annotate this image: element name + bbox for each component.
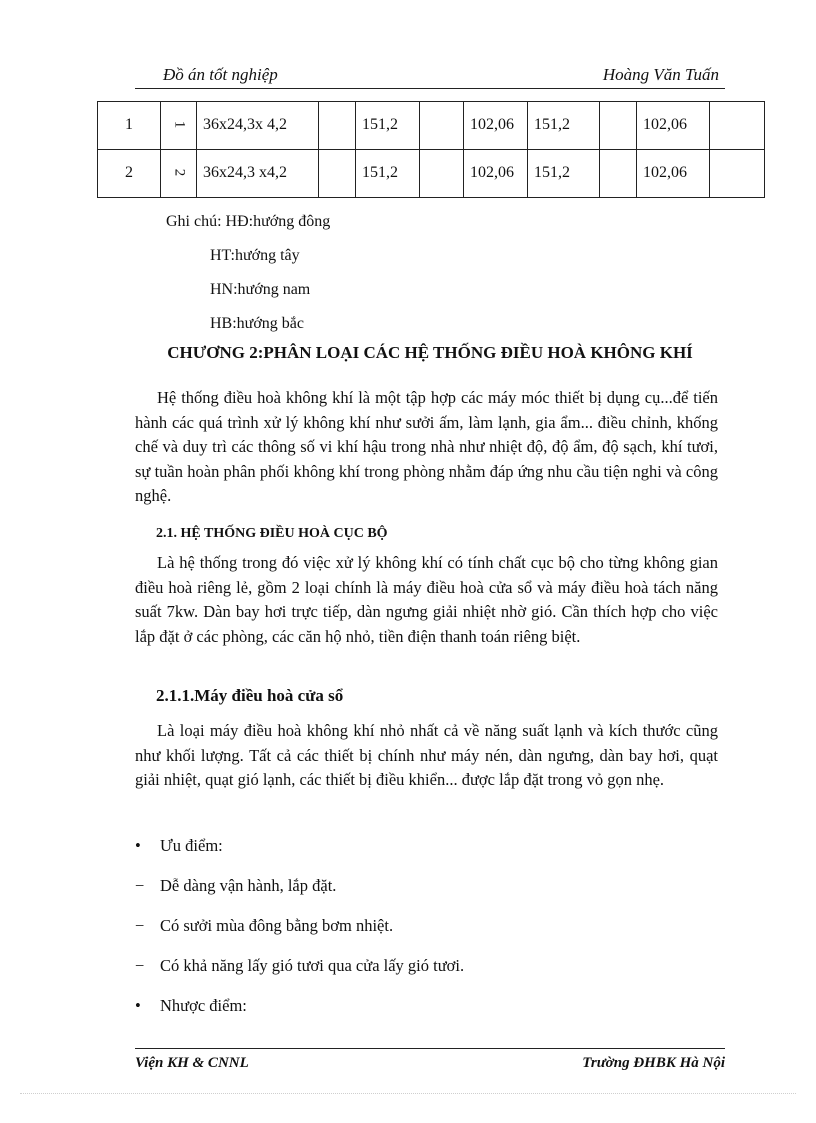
table-notes — [166, 205, 330, 341]
footer-left: Viện KH & CNNL — [135, 1055, 249, 1071]
subsection-heading: 2.1.1.Máy điều hoà cửa sổ — [156, 686, 344, 705]
table-cell: 151,2 — [528, 102, 600, 150]
table-row — [98, 102, 765, 150]
table-cell — [420, 150, 464, 198]
table-cell: 102,06 — [464, 150, 528, 198]
note-line: Ghi chú: HĐ:hướng đông — [166, 213, 331, 230]
table-cell: 1 — [161, 102, 197, 150]
header-left: Đồ án tốt nghiệp — [163, 65, 278, 84]
table-cell: 151,2 — [528, 150, 600, 198]
dash-icon: − — [135, 956, 145, 975]
note-line: HB:hướng bắc — [210, 315, 305, 332]
note-line: HT:hướng tây — [210, 247, 300, 264]
bullet-icon: • — [135, 836, 141, 855]
paragraph-window-ac: Là loại máy điều hoà không khí nhỏ nhất cả về năng suất lạnh và kích thước cũng như khối lượng. Tất cả các thiết bị chính như máy nén, dàn ngưng, dàn bay hơi, quạt giải nhiệt, quạt gió lạnh, các thiết bị điều khiển... được lắp đặt trong vỏ gọn nhẹ. — [135, 721, 718, 789]
table-cell — [420, 102, 464, 150]
table-cell — [319, 102, 356, 150]
header-right: Hoàng Văn Tuấn — [602, 65, 719, 84]
table-cell: 102,06 — [464, 102, 528, 150]
table-cell: 36x24,3x 4,2 — [197, 102, 319, 150]
table-cell — [600, 150, 637, 198]
paragraph-intro: Hệ thống điều hoà không khí là một tập hợp các máy móc thiết bị dụng cụ...để tiến hành các quá trình xử lý không khí như sưởi ấm, làm lạnh, gia ẩm... điều chỉnh, khống chế và duy trì các thông số vi khí hậu trong nhà như nhiệt độ, độ ẩm, độ sạch, khí tươi, sự tuần hoàn phân phối không khí trong phòng nhằm đáp ứng nhu cầu tiện nghi và công nghệ. — [135, 388, 718, 505]
paragraph-local-system: Là hệ thống trong đó việc xử lý không khí có tính chất cục bộ cho từng không gian điều hoà riêng lẻ, gồm 2 loại chính là máy điều hoà cửa sổ và máy điều hoà tách năng suất 7kw. Dàn bay hơi trực tiếp, dàn ngưng giải nhiệt nhờ gió. Cần thích hợp cho việc lắp đặt ở các phòng, các căn hộ nhỏ, tiền điện thanh toán riêng biệt. — [135, 553, 718, 646]
dash-icon: − — [135, 876, 145, 895]
chapter-title: CHƯƠNG 2:PHÂN LOẠI CÁC HỆ THỐNG ĐIỀU HOÀ KHÔNG KHÍ — [167, 343, 693, 362]
section-heading: 2.1. HỆ THỐNG ĐIỀU HOÀ CỤC BỘ — [156, 526, 388, 541]
table-cell — [319, 150, 356, 198]
table-cell: 102,06 — [637, 102, 710, 150]
note-line: HN:hướng nam — [210, 281, 311, 298]
table-cell: 2 — [98, 150, 161, 198]
table-cell — [710, 150, 765, 198]
table-cell: 36x24,3 x4,2 — [197, 150, 319, 198]
data-table — [97, 101, 765, 198]
footer-right: Trường ĐHBK Hà Nội — [582, 1055, 725, 1071]
table-cell: 102,06 — [637, 150, 710, 198]
table-cell: 1 — [98, 102, 161, 150]
bullet-icon: • — [135, 996, 141, 1015]
table-cell: 151,2 — [356, 150, 420, 198]
table-row — [98, 150, 765, 198]
table-cell — [710, 102, 765, 150]
page-header — [135, 62, 725, 89]
page-edge-divider — [20, 1093, 796, 1094]
table-cell: 151,2 — [356, 102, 420, 150]
page-footer — [135, 1048, 725, 1077]
table-cell — [600, 102, 637, 150]
dash-icon: − — [135, 916, 145, 935]
table-cell: 2 — [161, 150, 197, 198]
